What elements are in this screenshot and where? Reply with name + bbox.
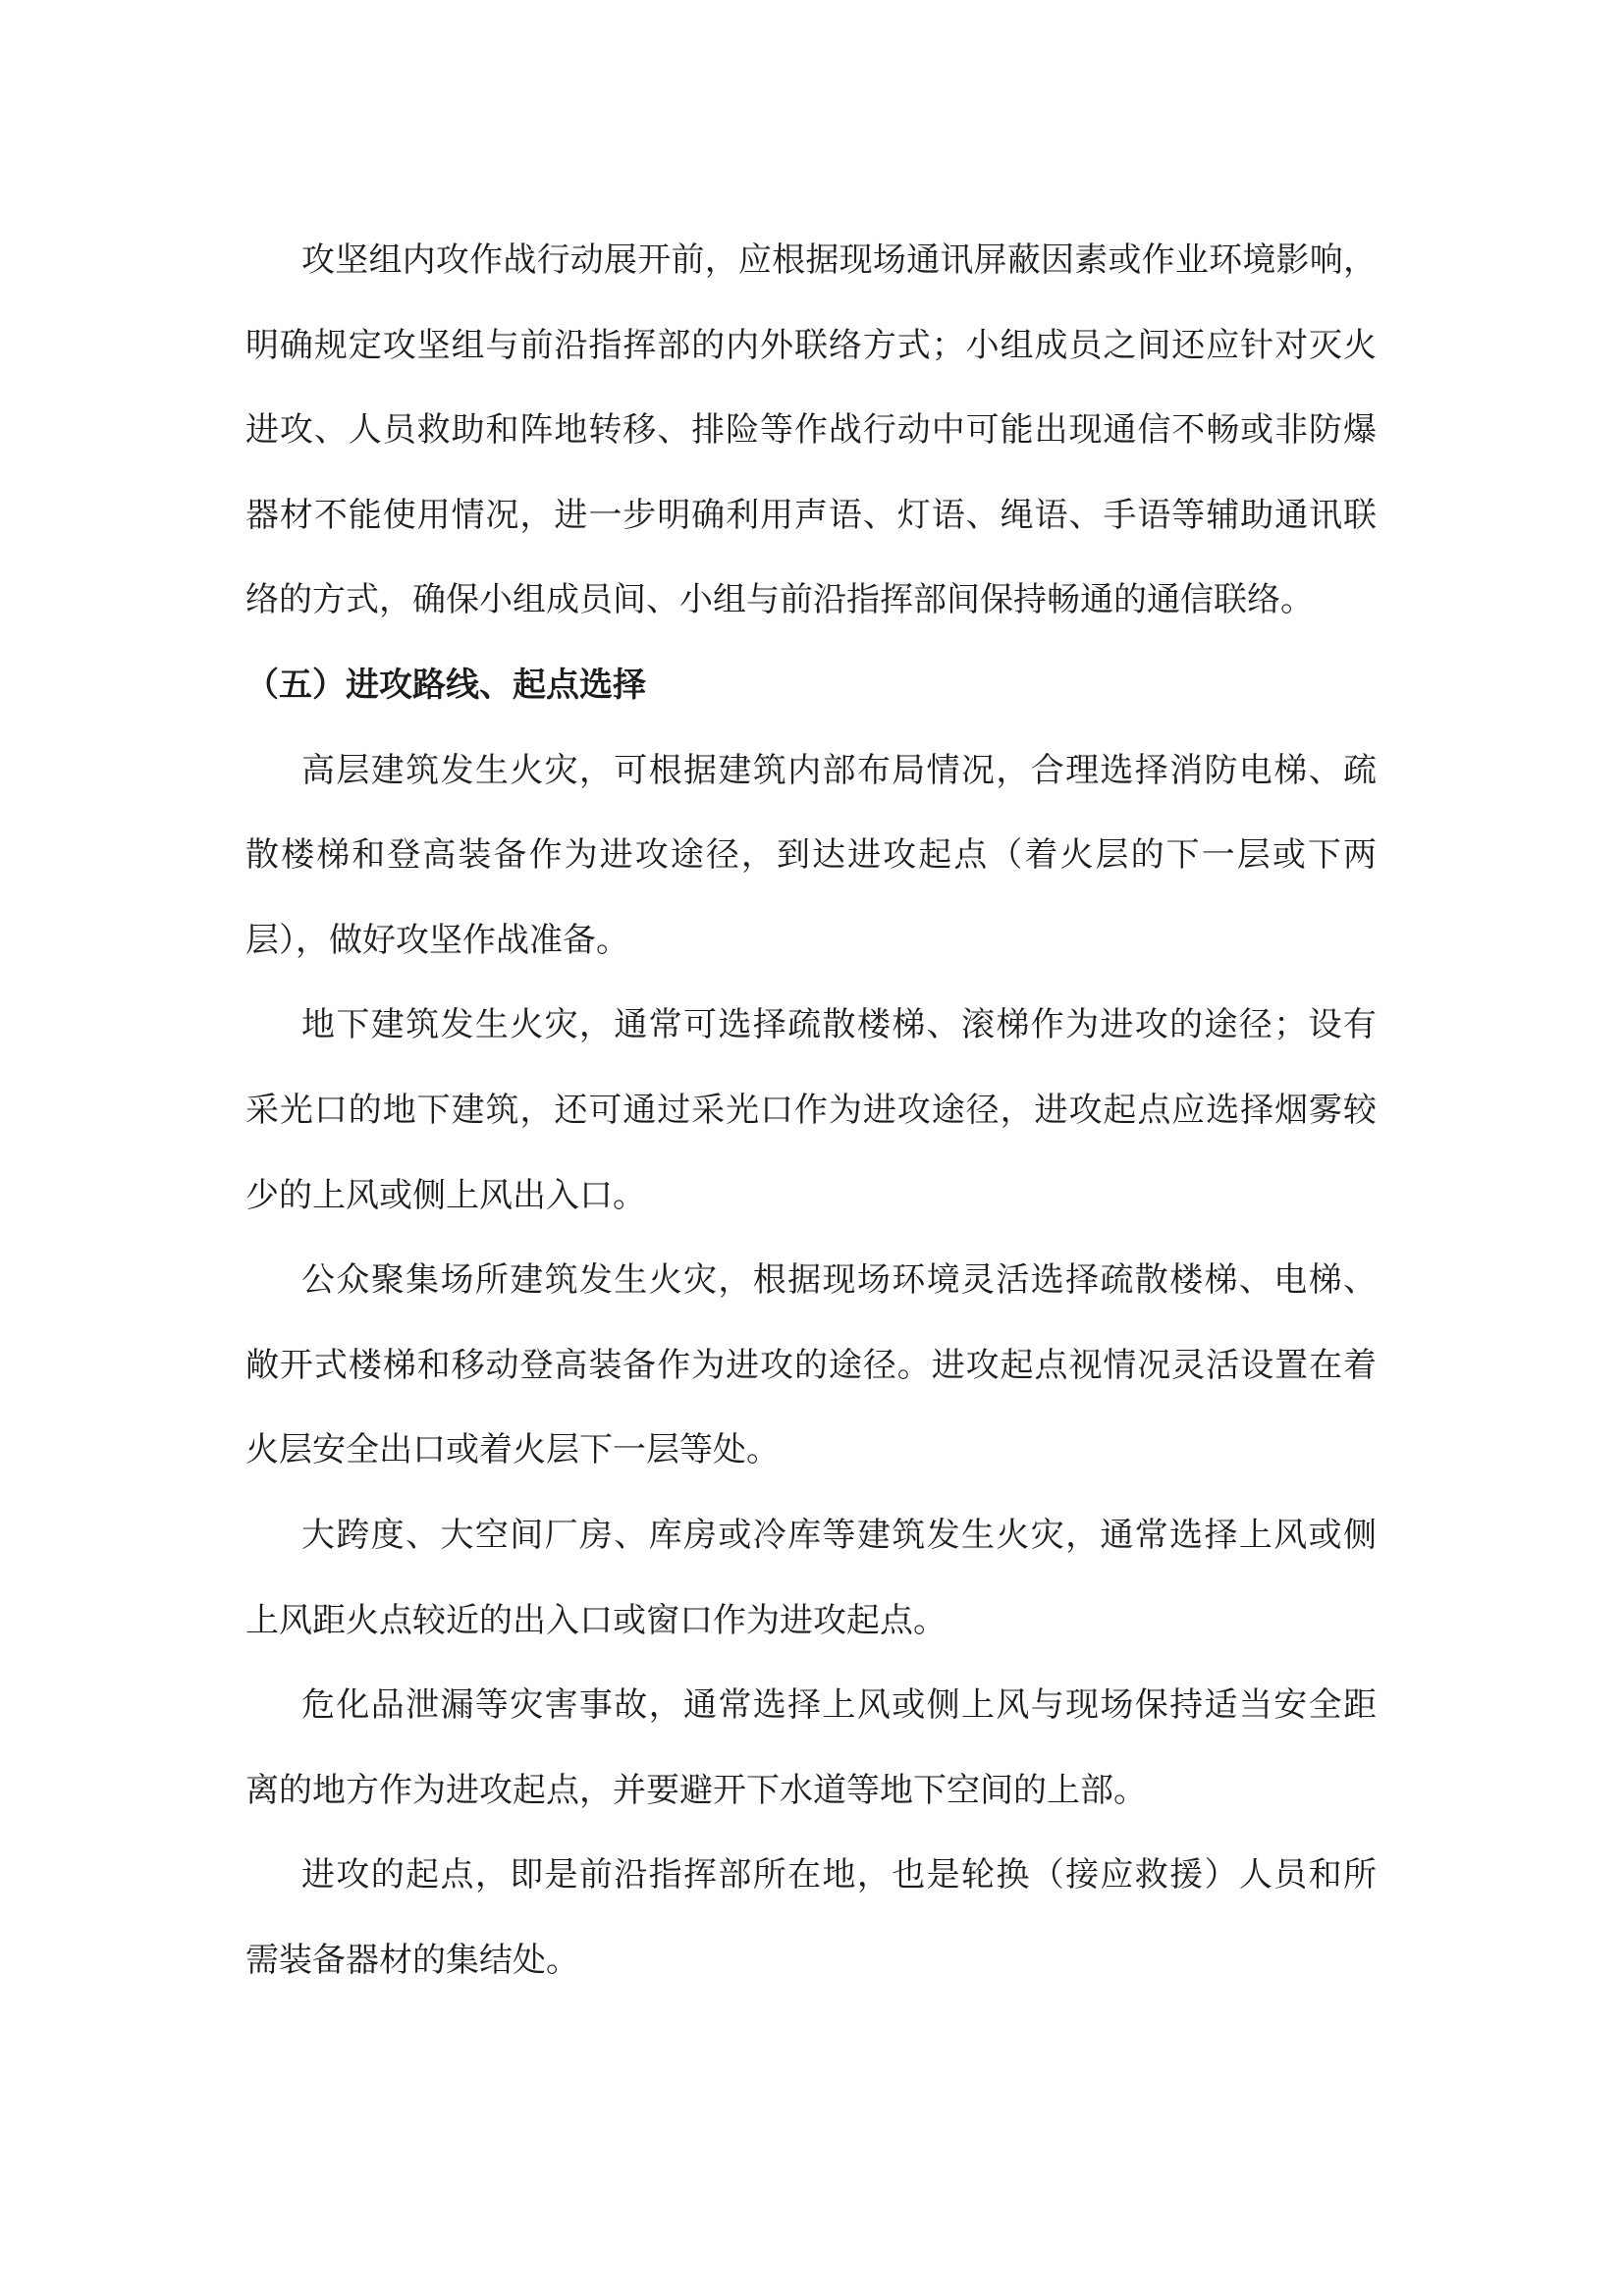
document-line: 络的方式，确保小组成员间、小组与前沿指挥部间保持畅通的通信联络。 <box>245 581 1314 618</box>
document-line: 采光口的地下建筑，还可通过采光口作为进攻途径，进攻起点应选择烟雾较 <box>245 1092 1377 1129</box>
document-line: 敞开式楼梯和移动登高装备作为进攻的途径。进攻起点视情况灵活设置在着 <box>245 1347 1377 1384</box>
document-line: 进攻、人员救助和阵地转移、排险等作战行动中可能出现通信不畅或非防爆 <box>245 411 1377 449</box>
document-line: 攻坚组内攻作战行动展开前，应根据现场通讯屏蔽因素或作业环境影响， <box>301 241 1377 279</box>
document-line: 上风距火点较近的出入口或窗口作为进攻起点。 <box>245 1602 947 1639</box>
document-line: 高层建筑发生火灾，可根据建筑内部布局情况，合理选择消防电梯、疏 <box>301 752 1377 789</box>
document-line: 需装备器材的集结处。 <box>245 1942 579 1979</box>
document-line: 少的上风或侧上风出入口。 <box>245 1177 646 1214</box>
document-line: 层），做好攻坚作战准备。 <box>245 922 629 959</box>
document-line: 地下建筑发生火灾，通常可选择疏散楼梯、滚梯作为进攻的途径；设有 <box>301 1006 1377 1043</box>
document-line: 公众聚集场所建筑发生火灾，根据现场环境灵活选择疏散楼梯、电梯、 <box>301 1261 1377 1299</box>
document-line: 明确规定攻坚组与前沿指挥部的内外联络方式；小组成员之间还应针对灭火 <box>245 327 1377 364</box>
document-line: 器材不能使用情况，进一步明确利用声语、灯语、绳语、手语等辅助通讯联 <box>245 497 1377 534</box>
document-line: 大跨度、大空间厂房、库房或冷库等建筑发生火灾，通常选择上风或侧 <box>301 1517 1377 1554</box>
document-line: 散楼梯和登高装备作为进攻途径，到达进攻起点（着火层的下一层或下两 <box>245 836 1377 874</box>
document-line: 离的地方作为进攻起点，并要避开下水道等地下空间的上部。 <box>245 1772 1147 1809</box>
section-heading: （五）进攻路线、起点选择 <box>245 667 646 704</box>
document-line: 进攻的起点，即是前沿指挥部所在地，也是轮换（接应救援）人员和所 <box>301 1856 1377 1894</box>
document-line: 火层安全出口或着火层下一层等处。 <box>245 1431 780 1468</box>
document-line: 危化品泄漏等灾害事故，通常选择上风或侧上风与现场保持适当安全距 <box>301 1686 1377 1724</box>
